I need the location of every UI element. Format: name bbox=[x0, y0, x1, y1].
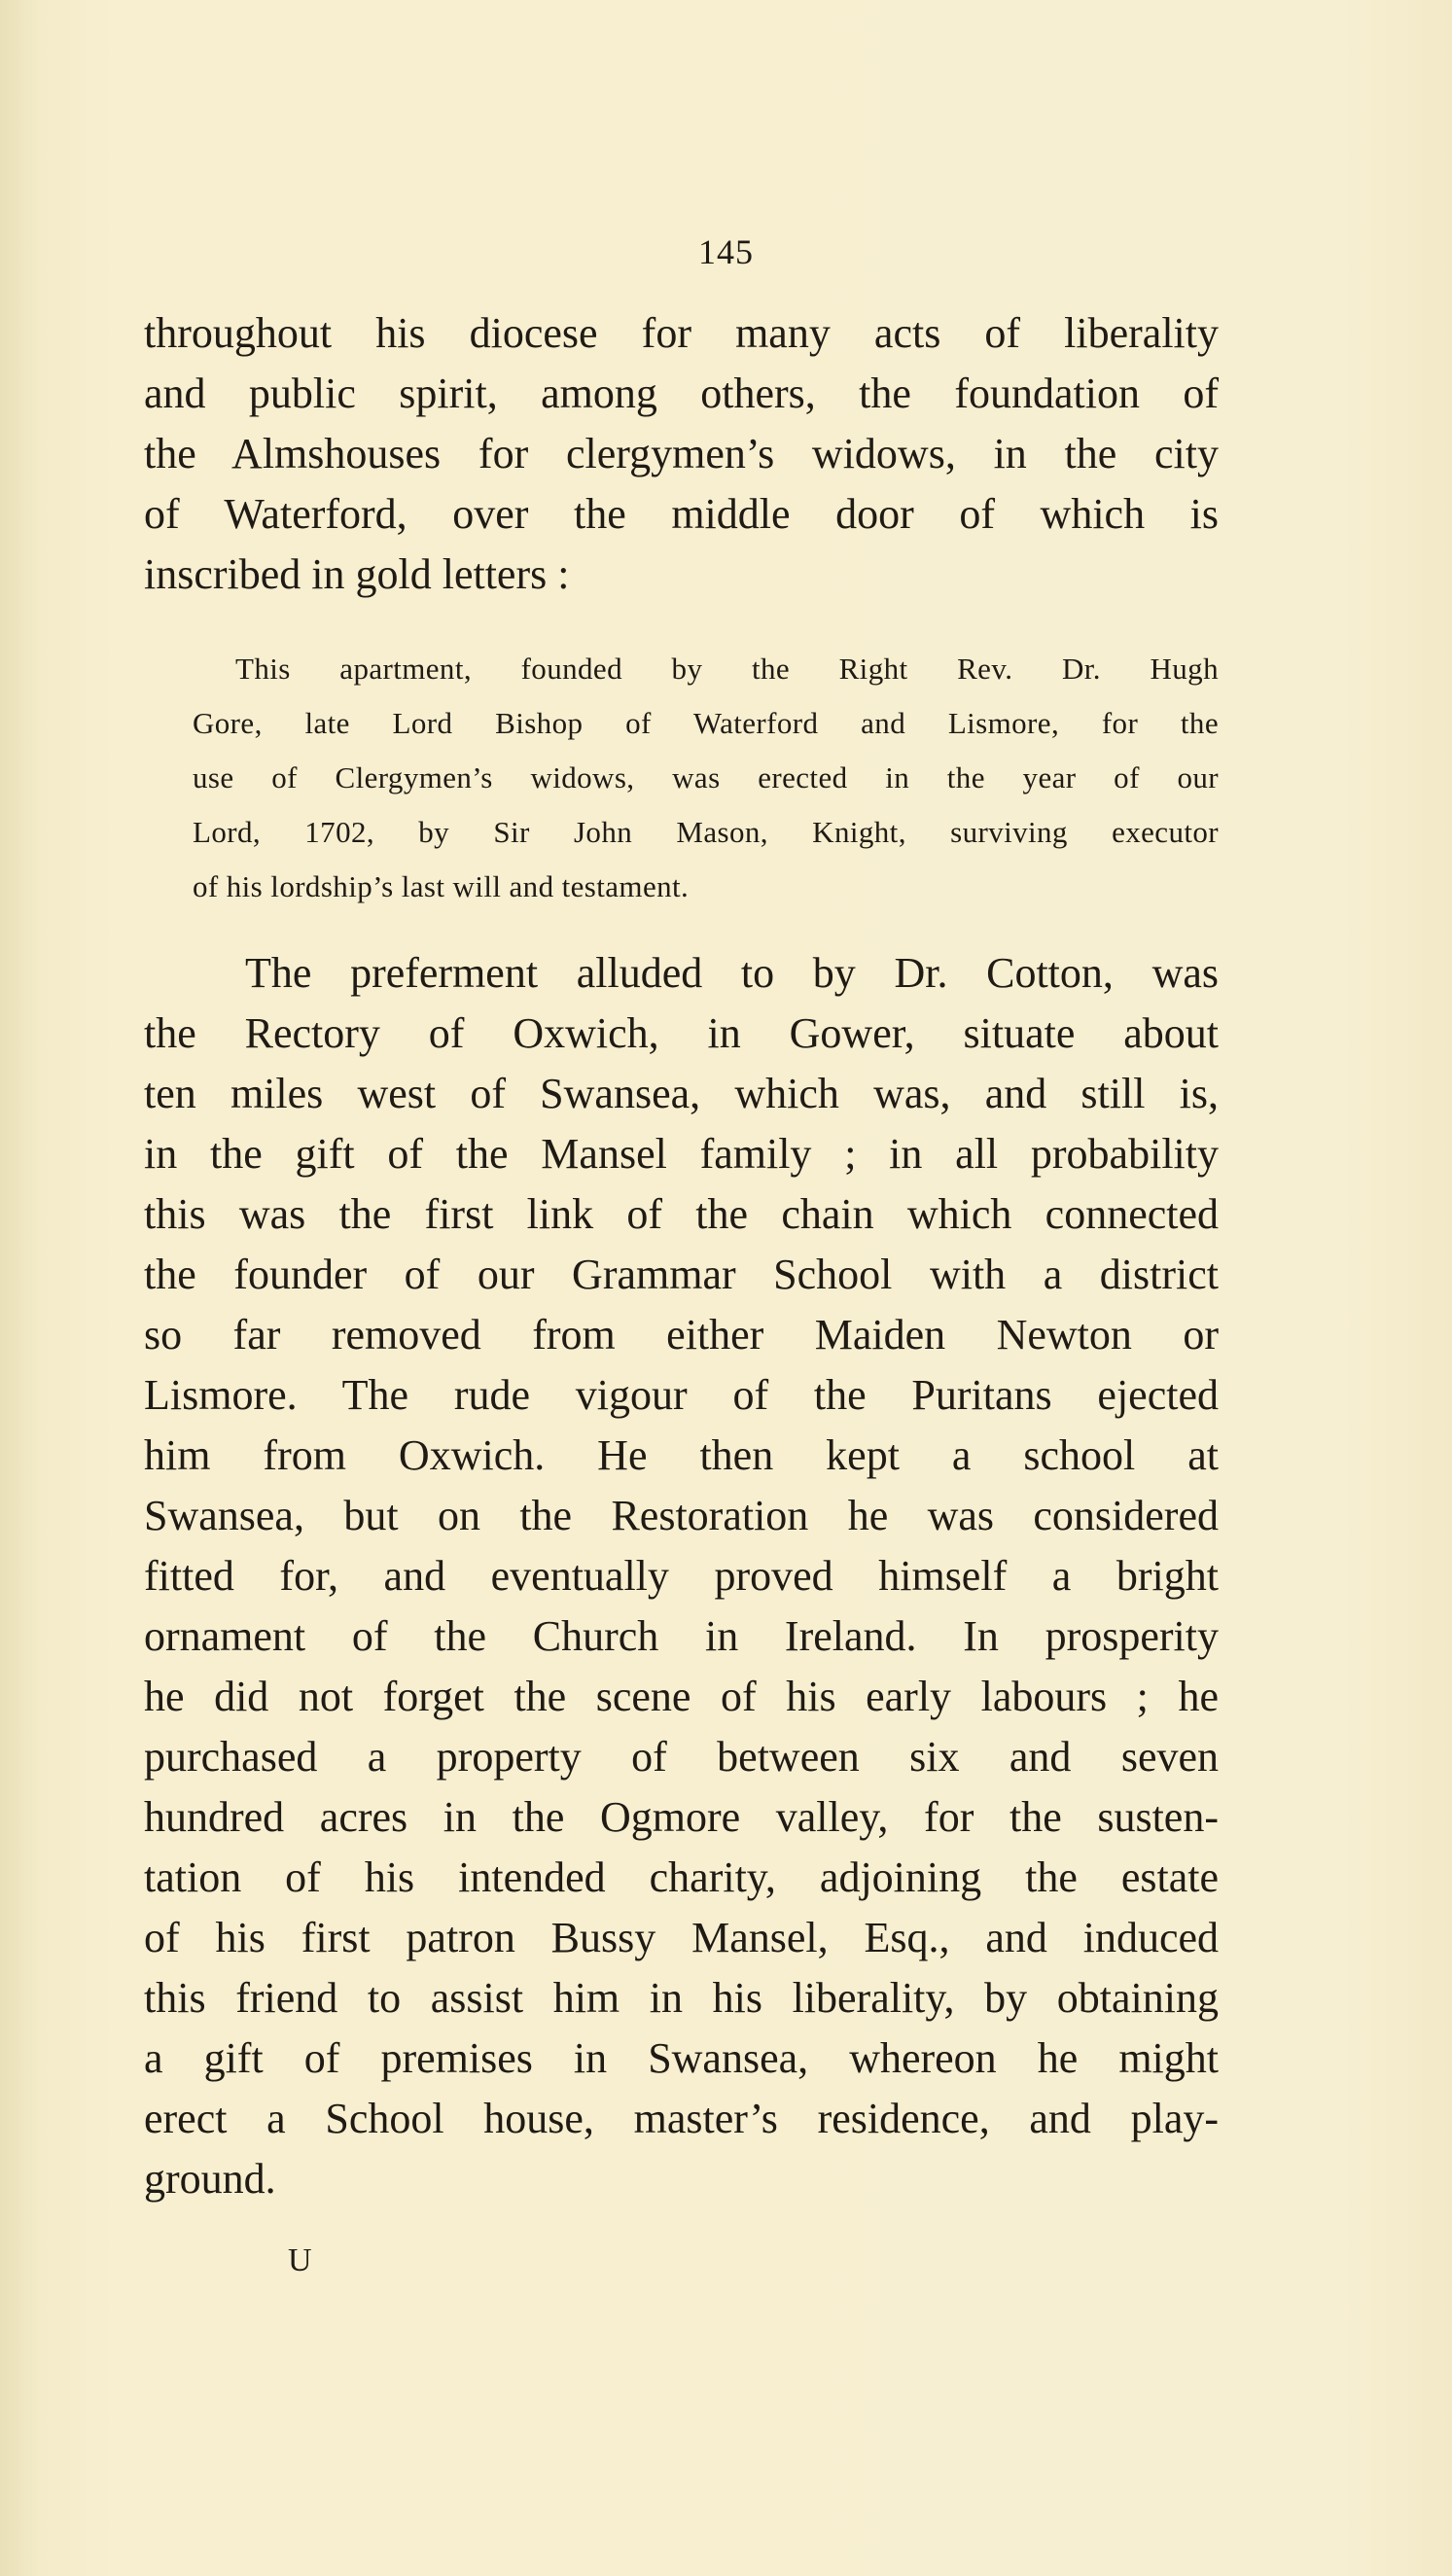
inscription-quote bbox=[193, 642, 1219, 914]
text-line: and public spirit, among others, the foundation of bbox=[144, 370, 1219, 417]
quote-line: Gore, late Lord Bishop of Waterford and Lismore, for the bbox=[193, 706, 1219, 740]
text-line: hundred acres in the Ogmore valley, for the susten- bbox=[144, 1793, 1219, 1841]
text-line: ten miles west of Swansea, which was, and still is, bbox=[144, 1070, 1219, 1117]
text-line: Swansea, but on the Restoration he was considered bbox=[144, 1492, 1219, 1539]
text-line: a gift of premises in Swansea, whereon he might bbox=[144, 2034, 1219, 2082]
text-line: the founder of our Grammar School with a district bbox=[144, 1251, 1219, 1298]
text-line: the Rectory of Oxwich, in Gower, situate about bbox=[144, 1009, 1219, 1057]
page-number: 145 bbox=[698, 232, 754, 271]
quote-line: Lord, 1702, by Sir John Mason, Knight, surviving executor bbox=[193, 815, 1219, 849]
text-line: ornament of the Church in Ireland. In prosperity bbox=[144, 1612, 1219, 1660]
text-line: this was the first link of the chain which connected bbox=[144, 1190, 1219, 1238]
signature-mark: U bbox=[288, 2242, 312, 2278]
text-line: the Almshouses for clergymen’s widows, in the city bbox=[144, 430, 1219, 477]
text-line: of his first patron Bussy Mansel, Esq., and induced bbox=[144, 1914, 1219, 1961]
text-line: ground. bbox=[144, 2155, 276, 2203]
main-paragraph bbox=[144, 943, 1219, 2209]
text-line: erect a School house, master’s residence, and play- bbox=[144, 2095, 1219, 2142]
text-line: he did not forget the scene of his early labours ; he bbox=[144, 1673, 1219, 1720]
text-line: inscribed in gold letters : bbox=[144, 550, 570, 598]
quote-line: use of Clergymen’s widows, was erected in the year of our bbox=[193, 760, 1219, 794]
text-line: tation of his intended charity, adjoining the estate bbox=[144, 1853, 1219, 1901]
text-line: of Waterford, over the middle door of which is bbox=[144, 490, 1219, 538]
text-line: throughout his diocese for many acts of liberality bbox=[144, 309, 1219, 357]
text-line: him from Oxwich. He then kept a school at bbox=[144, 1431, 1219, 1479]
text-line: purchased a property of between six and seven bbox=[144, 1733, 1219, 1781]
text-line: in the gift of the Mansel family ; in all probability bbox=[144, 1130, 1219, 1178]
text-line: The preferment alluded to by Dr. Cotton, was bbox=[245, 949, 1219, 997]
text-line: so far removed from either Maiden Newton or bbox=[144, 1311, 1219, 1359]
text-line: Lismore. The rude vigour of the Puritans ejected bbox=[144, 1371, 1219, 1419]
quote-line: This apartment, founded by the Right Rev. Dr. Hugh bbox=[235, 652, 1219, 686]
text-line: fitted for, and eventually proved himself a bright bbox=[144, 1552, 1219, 1600]
text-line: this friend to assist him in his liberality, by obtaining bbox=[144, 1974, 1219, 2022]
intro-paragraph bbox=[144, 303, 1219, 605]
quote-line: of his lordship’s last will and testament. bbox=[193, 869, 690, 903]
